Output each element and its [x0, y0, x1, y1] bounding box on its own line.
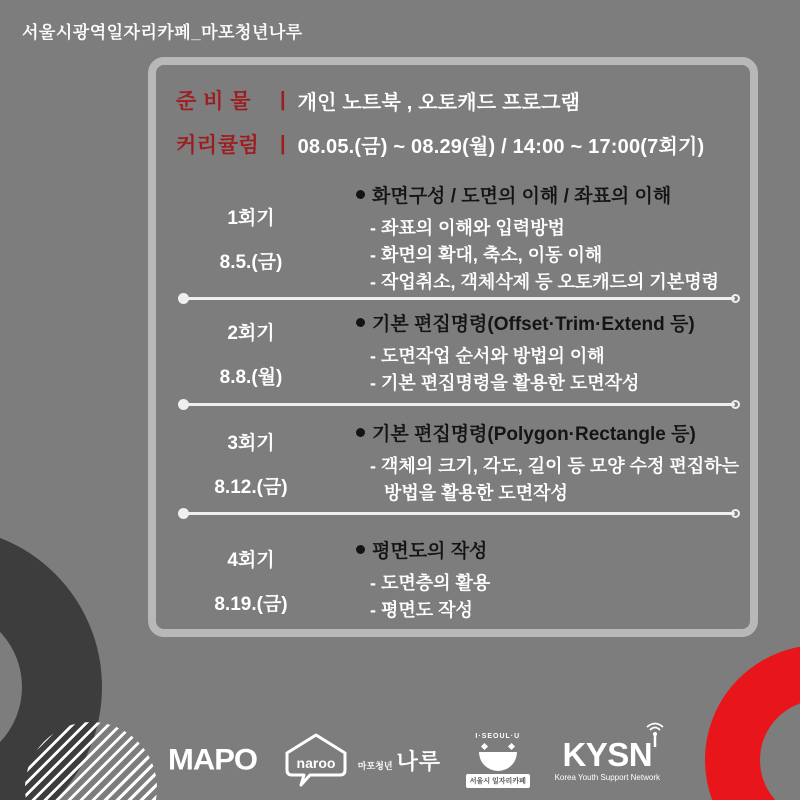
session-1-item: - 좌표의 이해와 입력방법 [370, 217, 565, 238]
kysn-subtitle: Korea Youth Support Network [554, 773, 660, 782]
naroo-small-text: 마포청년 [357, 760, 393, 771]
session-1-heading [356, 181, 750, 208]
curriculum-value: 08.05.(금) ~ 08.29(월) / 14:00 ~ 17:00(7회기) [297, 135, 705, 158]
session-2-label [156, 308, 346, 398]
session-1-date: 8.5.(금) [219, 251, 283, 273]
bullet-icon [356, 428, 365, 437]
seoul-dot-icon [481, 742, 488, 749]
materials-separator: | [280, 88, 286, 111]
seoul-dot-icon [508, 742, 515, 749]
session-row-1 [156, 177, 750, 299]
curriculum-box [148, 57, 758, 637]
session-2-item: - 도면작업 순서와 방법의 이해 [370, 346, 605, 366]
naroo-wordmark [358, 745, 441, 776]
session-row-3 [156, 417, 750, 509]
session-1-label [156, 177, 346, 299]
session-row-2 [156, 308, 750, 398]
materials-value: 개인 노트북 , 오토캐드 프로그램 [297, 91, 581, 114]
session-3-content [346, 417, 750, 509]
session-1-item: - 작업취소, 객체삭제 등 오토캐드의 기본명령 [370, 271, 719, 292]
session-2-number: 2회기 [227, 322, 275, 344]
session-3-label [156, 417, 346, 509]
divider-ring-icon [731, 400, 740, 409]
divider-ring-icon [731, 294, 740, 303]
session-4-heading [356, 536, 750, 563]
session-2-date: 8.8.(월) [219, 366, 283, 388]
kysn-logo [555, 738, 660, 782]
session-divider [178, 399, 740, 410]
naroo-big-text: 나루 [396, 748, 442, 774]
session-3-item: - 객체의 크기, 각도, 길이 등 모양 수정 편집하는 [370, 456, 739, 476]
session-4-item: - 도면층의 활용 [370, 573, 491, 593]
seoul-jobcafe-badge: 서울시 일자리카페 [466, 774, 530, 788]
bullet-icon [356, 545, 365, 554]
curriculum-row [176, 129, 704, 159]
naroo-logo [282, 731, 441, 789]
divider-line [183, 297, 735, 300]
naroo-bubble-text: naroo [296, 755, 336, 771]
divider-line [183, 403, 735, 406]
session-3-item-continued: 방법을 활용한 도면작성 [384, 483, 568, 503]
page-title: 서울시광역일자리카페_마포청년나루 [22, 23, 303, 42]
session-4-number: 4회기 [227, 549, 275, 571]
kysn-wordmark: KYSN [562, 736, 653, 773]
session-3-heading-text: 기본 편집명령(Polygon·Rectangle 등) [372, 424, 696, 445]
divider-line [183, 512, 735, 515]
footer-logos [168, 726, 660, 794]
session-2-content [346, 308, 750, 398]
session-4-item: - 평면도 작성 [370, 600, 473, 620]
session-1-number: 1회기 [227, 207, 275, 229]
bullet-icon [356, 318, 365, 327]
session-2-heading-text: 기본 편집명령(Offset·Trim·Extend 등) [372, 314, 695, 335]
session-1-heading-text: 화면구성 / 도면의 이해 / 좌표의 이해 [372, 185, 672, 207]
mapo-logo: MAPO [168, 742, 257, 777]
session-4-heading-text: 평면도의 작성 [372, 541, 488, 562]
session-1-content [346, 177, 750, 299]
session-4-label [156, 530, 346, 630]
divider-ring-icon [731, 509, 740, 518]
seoul-bowl-icon [476, 744, 520, 770]
antenna-icon [642, 722, 668, 748]
naroo-house-icon [282, 731, 350, 789]
session-4-content [346, 530, 750, 630]
session-row-4 [156, 530, 750, 630]
materials-label: 준 비 물 [176, 90, 252, 113]
session-divider [178, 293, 740, 304]
session-divider [178, 508, 740, 519]
session-2-item: - 기본 편집명령을 활용한 도면작성 [370, 373, 640, 393]
session-3-heading [356, 419, 750, 446]
session-3-date: 8.12.(금) [214, 476, 288, 498]
session-2-heading [356, 309, 750, 336]
curriculum-separator: | [280, 132, 286, 155]
session-3-number: 3회기 [227, 432, 275, 454]
seoul-jobcafe-logo [466, 733, 530, 788]
session-1-item: - 화면의 확대, 축소, 이동 이해 [370, 244, 603, 265]
seoul-bowl-shape [479, 752, 517, 771]
session-4-date: 8.19.(금) [214, 593, 288, 615]
materials-row [176, 85, 580, 115]
i-seoul-u-text: I·SEOUL·U [475, 732, 521, 740]
bullet-icon [356, 190, 365, 199]
red-donut-decoration [705, 645, 800, 800]
curriculum-label: 커리큘럼 [176, 134, 260, 157]
